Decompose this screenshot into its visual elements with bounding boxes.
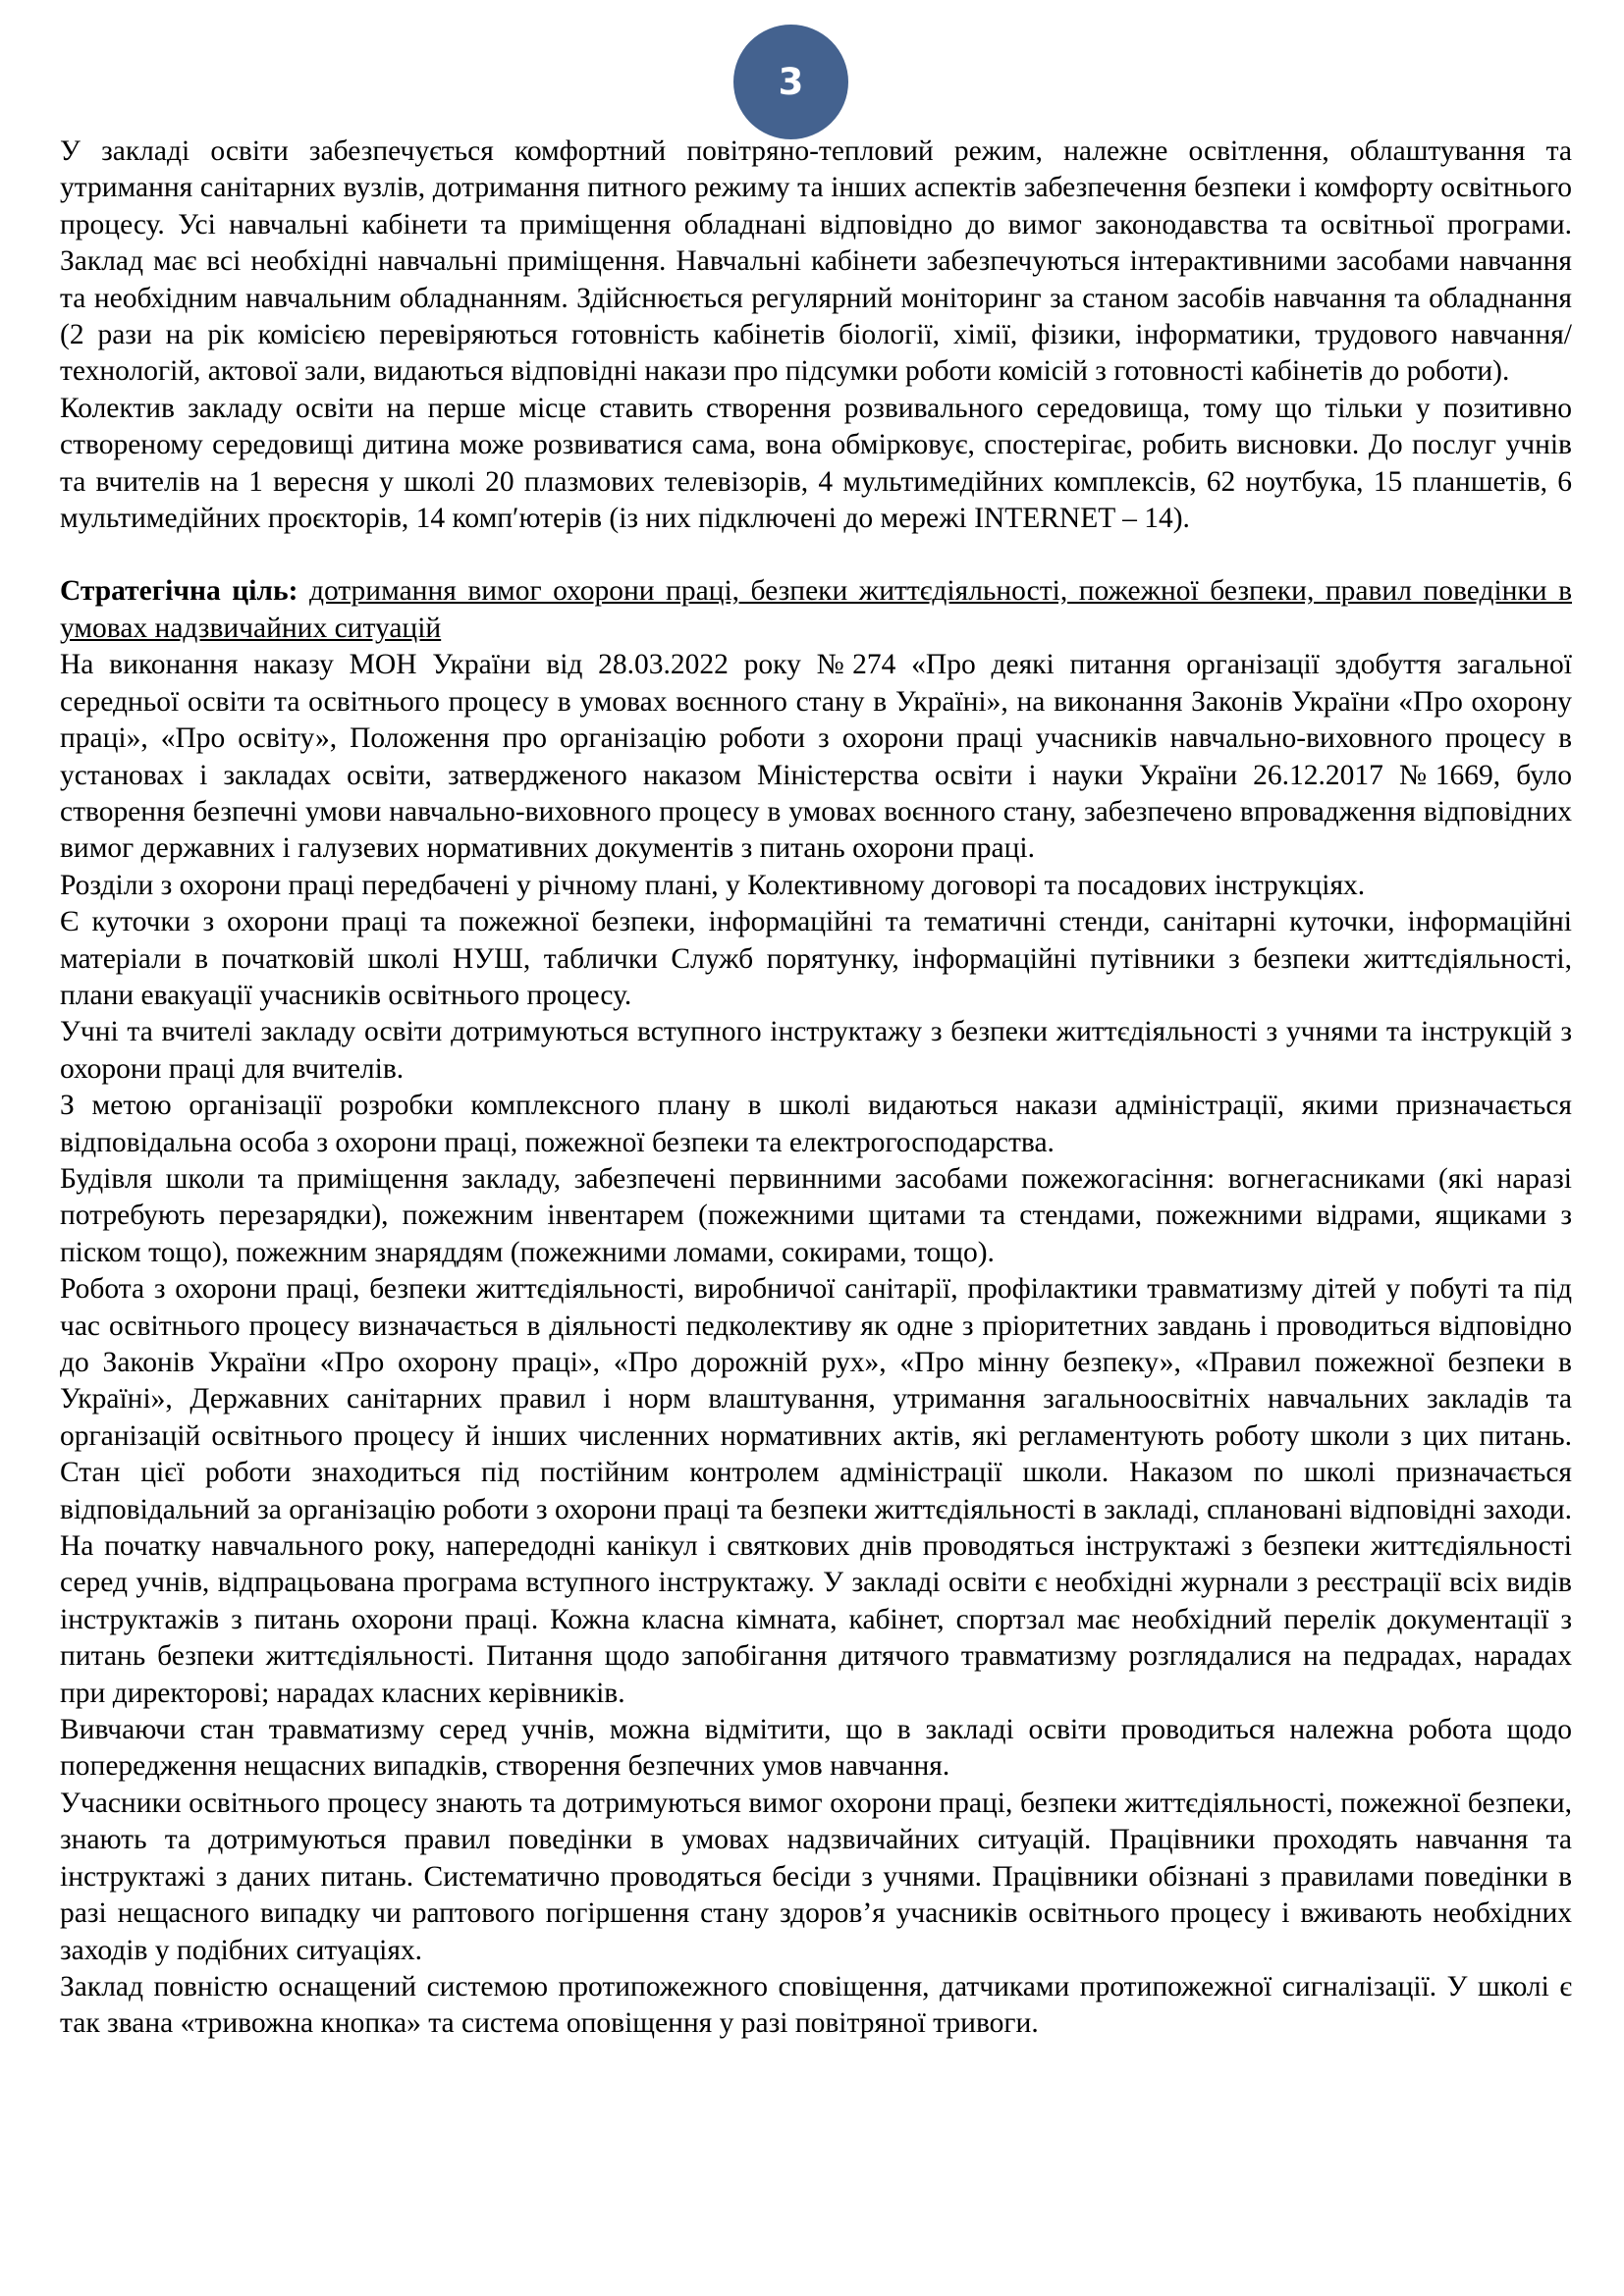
strategic-goal [60, 573, 1572, 647]
body-paragraph: Будівля школи та приміщення закладу, забезпечені первинними засобами пожежогасіння: вогнегасниками (які наразі потребують перезарядки), пожежним інвентарем (пожежними щитами та стендами, пожежними відрами, ящиками з піском тощо), пожежним знаряддям (пожежними ломами, сокирами, тощо). [60, 1162, 1572, 1268]
body-paragraph: Заклад повністю оснащений системою протипожежного сповіщення, датчиками протипожежної сигналізації. У школі є так звана «тривожна кнопка» та система оповіщення у разі повітряної тривоги. [60, 1970, 1572, 2040]
strategic-goal-text: дотримання вимог охорони праці, безпеки життєдіяльності, пожежної безпеки, правил поведінки в умовах надзвичайних ситуацій [60, 575, 1573, 644]
body-paragraph: Розділи з охорони праці передбачені у річному плані, у Колективному договорі та посадових інструкціях. [60, 869, 1366, 901]
body-paragraph: Робота з охорони праці, безпеки життєдіяльності, виробничої санітарії, профілактики травматизму дітей у побуті та під час освітнього процесу визначається в діяльності педколективу як одне з пріоритетних завдань і проводиться відповідно до Законів України «Про охорону праці», «Про дорожній рух», «Про мінну безпеку», «Правил пожежної безпеки в Україні», Державних санітарних правил і норм влаштування, утримання загальноосвітніх навчальних закладів та організацій освітнього процесу й інших численних нормативних актів, які регламентують роботу школи з цих питань. Стан цієї роботи знаходиться під постійним контролем адміністрації школи. Наказом по школі призначається відповідальний за організацію роботи з охорони праці та безпеки життєдіяльності в закладі, сплановані відповідні заходи. [60, 1273, 1572, 1525]
body-paragraph: Вивчаючи стан травматизму серед учнів, можна відмітити, що в закладі освіти проводиться належна робота щодо попередження нещасних випадків, створення безпечних умов навчання. [60, 1714, 1572, 1783]
document-body [60, 133, 1572, 2043]
strategic-goal-label: Стратегічна ціль: [60, 575, 298, 608]
intro-paragraph: У закладі освіти забезпечується комфортний повітряно-тепловий режим, належне освітлення, облаштування та утримання санітарних вузлів, дотримання питного режиму та інших аспектів забезпечення безпеки і комфорту освітнього процесу. Усі навчальні кабінети та приміщення обладнані відповідно до вимог законодавства та освітньої програми. Заклад має всі необхідні навчальні приміщення. Навчальні кабінети забезпечуються інтерактивними засобами навчання та необхідним навчальним обладнанням. Здійснюється регулярний моніторинг за станом засобів навчання та обладнання (2 рази на рік комісією перевіряються готовність кабінетів біології, хімії, фізики, інформатики, трудового навчання/технологій, актової зали, видаються відповідні накази про підсумки роботи комісій з готовності кабінетів до роботи). [60, 135, 1572, 388]
body-paragraph: Є куточки з охорони праці та пожежної безпеки, інформаційні та тематичні стенди, санітарні куточки, інформаційні матеріали в початковій школі НУШ, таблички Служб порятунку, інформаційні путівники з безпеки життєдіяльності, плани евакуації учасників освітнього процесу. [60, 906, 1572, 1011]
paragraph-gap [60, 537, 1572, 573]
body-paragraph: Учні та вчителі закладу освіти дотримуються вступного інструктажу з безпеки життєдіяльності з учнями та інструкцій з охорони праці для вчителів. [60, 1016, 1572, 1085]
body-paragraph: На початку навчального року, напередодні канікул і святкових днів проводяться інструктажі з безпеки життєдіяльності серед учнів, відпрацьована програма вступного інструктажу. У закладі освіти є необхідні журнали з реєстрації всіх видів інструктажів з питань охорони праці. Кожна класна кімната, кабінет, спортзал має необхідний перелік документації з питань безпеки життєдіяльності. Питання щодо запобігання дитячого травматизму розглядалися на педрадах, нарадах при директорові; нарадах класних керівників. [60, 1530, 1572, 1709]
body-paragraph: Учасники освітнього процесу знають та дотримуються вимог охорони праці, безпеки життєдіяльності, пожежної безпеки, знають та дотримуються правил поведінки в умовах надзвичайних ситуацій. Працівники проходять навчання та інструктажі з даних питань. Систематично проводяться бесіди з учнями. Працівники обізнані з правилами поведінки в разі нещасного випадку чи раптового погіршення стану здоров’я учасників освітнього процесу і вживають необхідних заходів у подібних ситуаціях. [60, 1787, 1572, 1966]
intro-paragraph: Колектив закладу освіти на перше місце ставить створення розвивального середовища, тому що тільки у позитивно створеному середовищі дитина може розвиватися сама, вона обмірковує, спостерігає, робить висновки. До послуг учнів та вчителів на 1 вересня у школі 20 плазмових телевізорів, 4 мультимедійних комплексів, 62 ноутбука, 15 планшетів, 6 мультимедійних проєкторів, 14 комп′ютерів (із них підключені до мережі INTERNET – 14). [60, 392, 1572, 535]
body-paragraph: З метою організації розробки комплексного плану в школі видаються накази адміністрації, якими призначається відповідальна особа з охорони праці, пожежної безпеки та електрогосподарства. [60, 1090, 1572, 1158]
body-paragraph: На виконання наказу МОН України від 28.03.2022 року №274 «Про деякі питання організації здобуття загальної середньої освіти та освітнього процесу в умовах воєнного стану в Україні», на виконання Законів України «Про охорону праці», «Про освіту», Положення про організацію роботи з охорони праці учасників навчально-виховного процесу в установах і закладах освіти, затвердженого наказом Міністерства освіти і науки України 26.12.2017 №1669, було створення безпечні умови навчально-виховного процесу в умовах воєнного стану, забезпечено впровадження відповідних вимог державних і галузевих нормативних документів з питань охорони праці. [60, 649, 1572, 865]
page-number-badge: 3 [733, 25, 848, 139]
